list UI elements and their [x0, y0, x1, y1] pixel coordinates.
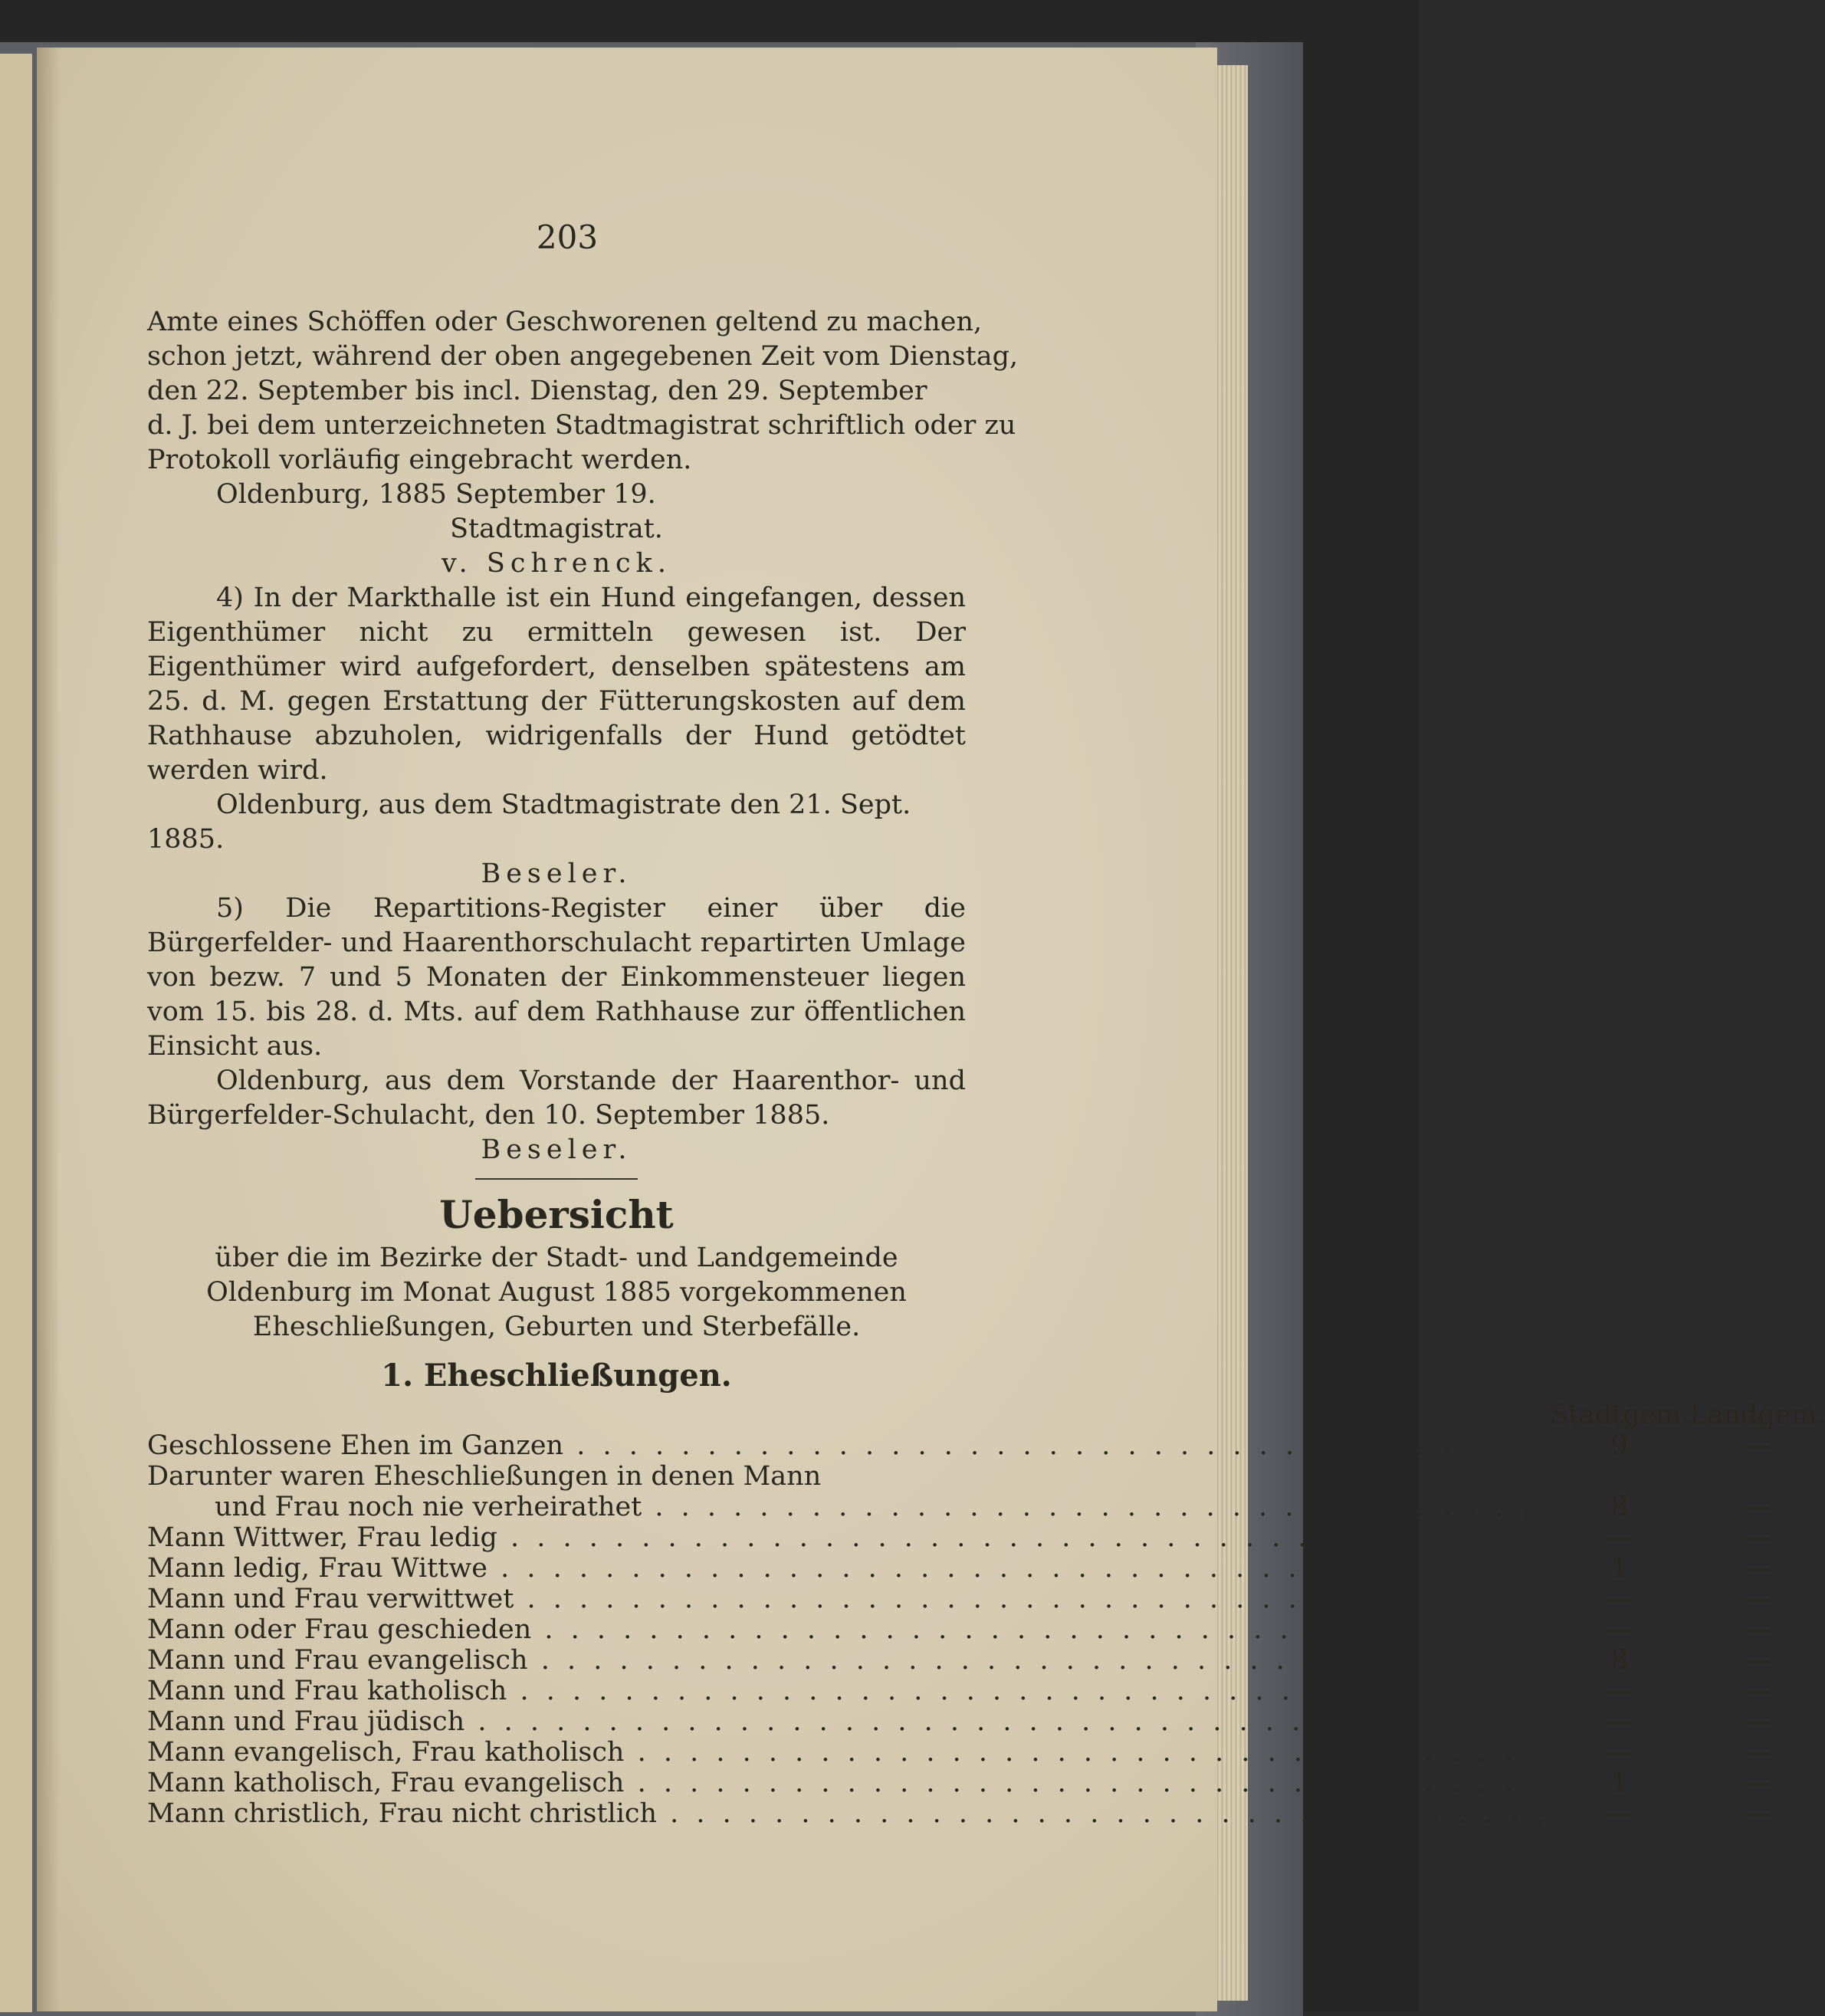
- row-land-value: —: [1744, 1430, 1771, 1461]
- row-label: Mann und Frau verwittwet . . .: [147, 1584, 1550, 1614]
- table-row: [147, 1553, 1825, 1584]
- table-row: [147, 1798, 1825, 1829]
- notice1-authority: Stadtmagistrat.: [450, 514, 663, 544]
- table-row: [147, 1676, 1825, 1706]
- header-spacer: [147, 1400, 1550, 1430]
- intro-line: schon jetzt, während der oben angegebenen Zeit vom Dienstag,: [147, 341, 1019, 372]
- page-content: [147, 305, 1825, 1829]
- row-label: Mann ledig, Frau Wittwe . . .: [147, 1553, 1550, 1584]
- notice1-date: Oldenburg, 1885 September 19.: [216, 479, 656, 510]
- column-header-stadt: Stadtgem.: [1549, 1400, 1690, 1430]
- row-label: Mann Wittwer, Frau ledig . . .: [147, 1522, 1550, 1553]
- row-land-value: —: [1744, 1645, 1771, 1676]
- table-row: [147, 1706, 1825, 1737]
- table-row: [147, 1492, 1825, 1522]
- section-heading: 1. Eheschließungen.: [381, 1358, 732, 1394]
- marriages-table: [147, 1400, 1825, 1829]
- row-land-value: —: [1744, 1676, 1771, 1706]
- row-land-value: —: [1744, 1737, 1771, 1768]
- row-stadt-value: —: [1606, 1584, 1633, 1614]
- page-number: 203: [536, 218, 599, 256]
- row-label: Mann christlich, Frau nicht christlich . . .: [147, 1798, 1550, 1829]
- table-row: [147, 1768, 1825, 1798]
- table-row: [147, 1645, 1825, 1676]
- row-stadt-value: —: [1606, 1798, 1633, 1829]
- table-row: [147, 1430, 1825, 1461]
- row-stadt-value: —: [1606, 1614, 1633, 1645]
- column-header-land: Landgem.: [1689, 1400, 1825, 1430]
- table-row: [147, 1737, 1825, 1768]
- row-stadt-value: —: [1606, 1676, 1633, 1706]
- overview-title: Uebersicht: [439, 1192, 674, 1237]
- row-label: Geschlossene Ehen im Ganzen . . .: [147, 1430, 1550, 1461]
- table-row: [147, 1461, 1825, 1492]
- row-land-value: —: [1744, 1706, 1771, 1737]
- intro-line: d. J. bei dem unterzeichneten Stadtmagistrat schriftlich oder zu: [147, 410, 1016, 441]
- left-page-edge: [0, 54, 32, 2012]
- intro-line: Protokoll vorläufig eingebracht werden.: [147, 445, 692, 475]
- table-row: [147, 1522, 1825, 1553]
- notice5-signer: Beseler.: [481, 1134, 632, 1165]
- row-label: Mann und Frau katholisch . . .: [147, 1676, 1550, 1706]
- row-label: Mann oder Frau geschieden . . .: [147, 1614, 1550, 1645]
- row-land-value: —: [1744, 1798, 1771, 1829]
- row-stadt-value: 1: [1610, 1553, 1629, 1584]
- section-divider: [475, 1178, 638, 1180]
- table-row: [147, 1584, 1825, 1614]
- row-land-value: —: [1744, 1614, 1771, 1645]
- table-row: [147, 1614, 1825, 1645]
- row-stadt-value: —: [1606, 1737, 1633, 1768]
- row-label: und Frau noch nie verheirathet . . .: [147, 1492, 1550, 1522]
- row-stadt-value: [1550, 1461, 1690, 1492]
- table-header-row: [147, 1400, 1825, 1430]
- notice1-signer: v. Schrenck.: [441, 548, 671, 579]
- row-land-value: —: [1744, 1553, 1771, 1584]
- row-label: Mann und Frau evangelisch . . .: [147, 1645, 1550, 1676]
- intro-line: den 22. September bis incl. Dienstag, den 29. September: [147, 376, 927, 406]
- notice4-text: 4) In der Markthalle ist ein Hund eingefangen, dessen Eigenthümer nicht zu ermitteln gewesen ist. Der Eigenthümer wird aufgefordert, denselben spätestens am 25. d. M. gegen Erstattung der Fütterungskosten auf dem Rathhause abzuholen, widrigenfalls der Hund getödtet werden wird.: [147, 583, 966, 786]
- row-land-value: —: [1744, 1492, 1771, 1522]
- intro-line: Amte eines Schöffen oder Geschworenen geltend zu machen,: [147, 307, 983, 337]
- row-stadt-value: 8: [1610, 1492, 1629, 1522]
- notice4-signer: Beseler.: [481, 859, 632, 889]
- row-land-value: [1689, 1461, 1825, 1492]
- row-label: Mann katholisch, Frau evangelisch . . .: [147, 1768, 1550, 1798]
- intro-paragraph: [147, 305, 1019, 478]
- row-stadt-value: 1: [1610, 1768, 1629, 1798]
- row-land-value: —: [1744, 1768, 1771, 1798]
- overview-subtitle: über die im Bezirke der Stadt- und Landgemeinde Oldenburg im Monat August 1885 vorgekommenen Eheschließungen, Geburten und Sterbefälle.: [206, 1243, 907, 1342]
- row-land-value: —: [1744, 1522, 1771, 1553]
- notice5-date: Oldenburg, aus dem Vorstande der Haarenthor- und Bürgerfelder-Schulacht, den 10. September 1885.: [147, 1065, 966, 1131]
- row-label: Mann evangelisch, Frau katholisch . . .: [147, 1737, 1550, 1768]
- notice4-date: Oldenburg, aus dem Stadtmagistrate den 21. Sept. 1885.: [147, 790, 911, 855]
- row-land-value: —: [1744, 1584, 1771, 1614]
- row-stadt-value: 9: [1610, 1430, 1629, 1461]
- row-stadt-value: —: [1606, 1706, 1633, 1737]
- row-label: Darunter waren Eheschließungen in denen Mann: [147, 1461, 822, 1492]
- row-stadt-value: —: [1606, 1522, 1633, 1553]
- row-stadt-value: 8: [1610, 1645, 1629, 1676]
- row-label: Mann und Frau jüdisch . . .: [147, 1706, 1550, 1737]
- notice5-text: 5) Die Repartitions-Register einer über die Bürgerfelder- und Haarenthorschulacht repartirten Umlage von bezw. 7 und 5 Monaten der Einkommensteuer liegen vom 15. bis 28. d. Mts. auf dem Rathhause zur öffentlichen Einsicht aus.: [147, 893, 966, 1062]
- page-gutter: [37, 48, 60, 2011]
